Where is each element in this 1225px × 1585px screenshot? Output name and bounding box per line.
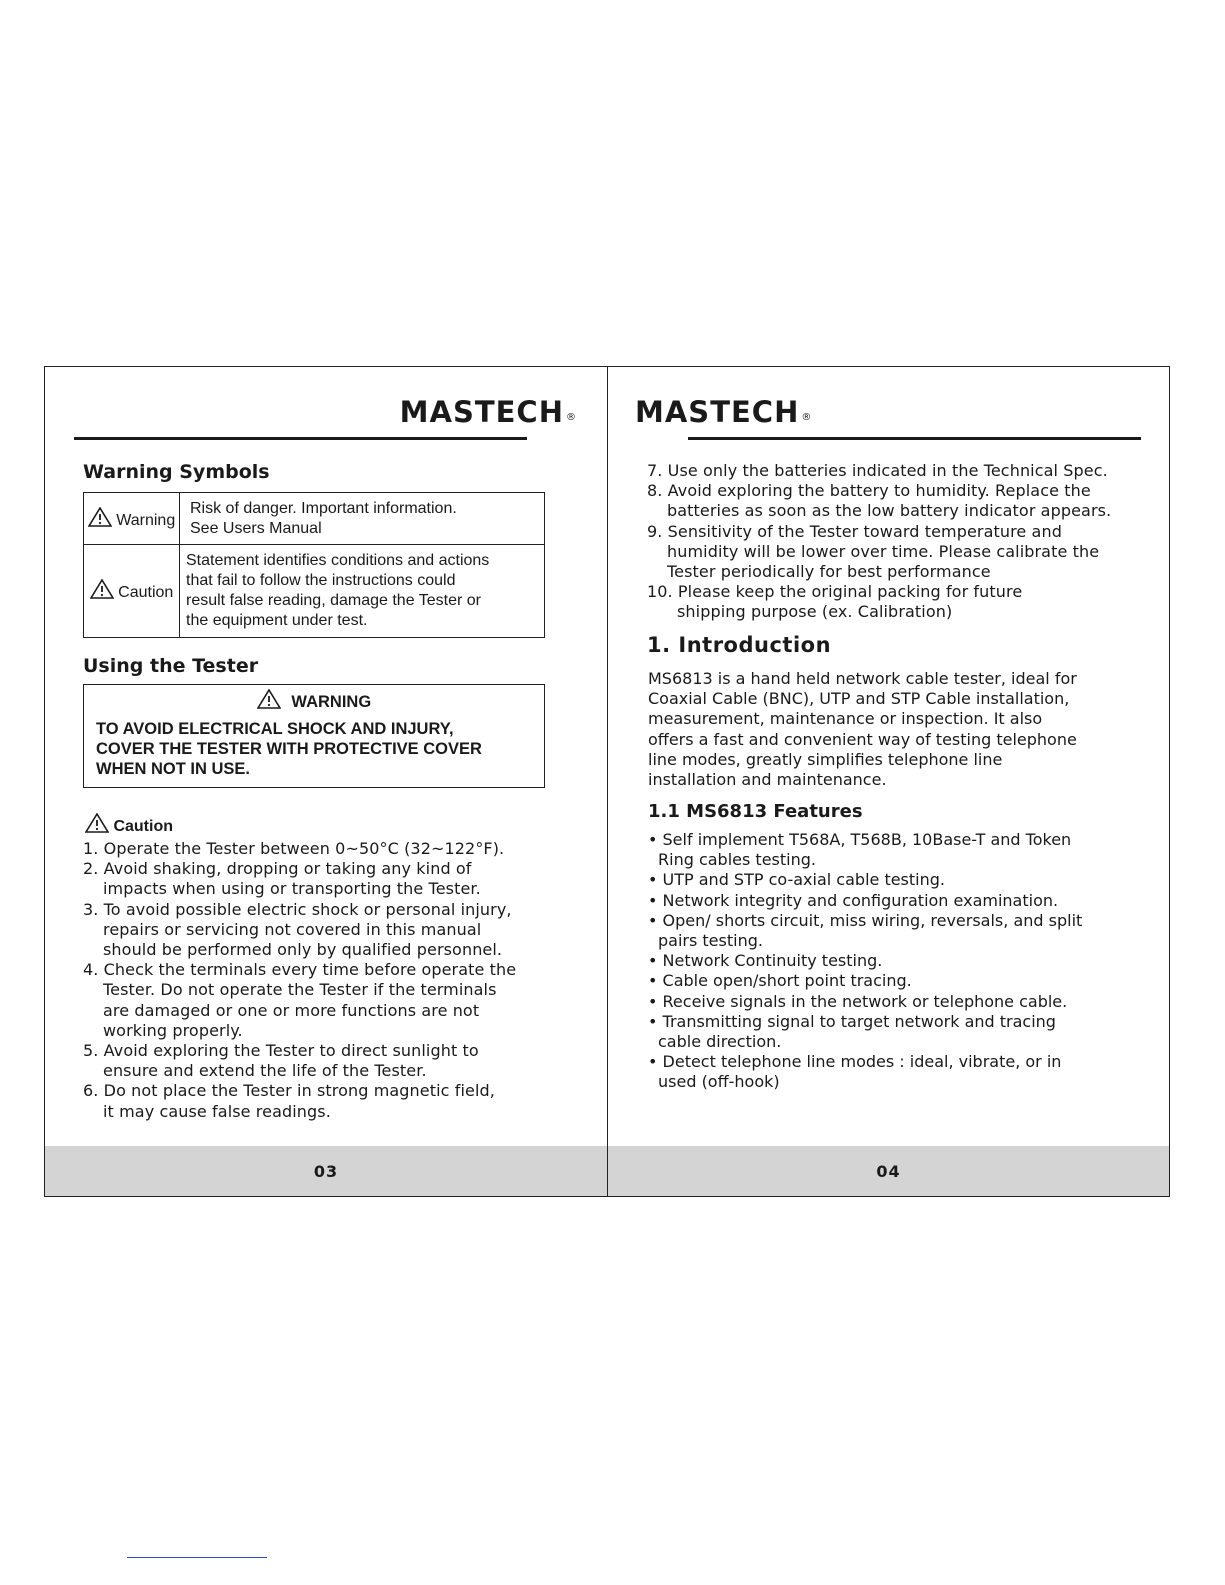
paragraph-line: MS6813 is a hand held network cable tester, ideal for — [648, 669, 1077, 688]
warning-symbols-heading: Warning Symbols — [83, 461, 270, 483]
header-rule — [688, 437, 1141, 440]
list-item — [83, 859, 603, 899]
list-item — [647, 522, 1167, 583]
list-line: are damaged or one or more functions are not — [103, 1000, 480, 1020]
list-line: ensure and extend the life of the Tester. — [103, 1061, 427, 1081]
warning-box-title — [96, 689, 532, 712]
list-line: 8. Avoid exploring the battery to humidity. Replace the — [647, 481, 1091, 501]
list-line: 10. Please keep the original packing for future — [647, 582, 1023, 602]
caution-list — [83, 839, 603, 1122]
registered-mark: ® — [801, 412, 813, 423]
list-item — [647, 461, 1167, 481]
list-line: • Transmitting signal to target network and tracing — [648, 1011, 1056, 1031]
list-line: used (off-hook) — [658, 1072, 780, 1092]
warning-triangle-icon — [88, 507, 112, 527]
list-item — [647, 481, 1167, 521]
page-04 — [608, 367, 1169, 1196]
list-item — [83, 839, 603, 859]
list-line: • Cable open/short point tracing. — [648, 971, 912, 991]
warning-box — [83, 684, 545, 788]
list-line: working properly. — [103, 1020, 243, 1040]
symbol-description — [180, 493, 545, 545]
page-footer — [45, 1146, 607, 1196]
list-line: • Network Continuity testing. — [648, 951, 883, 971]
table-row — [84, 545, 545, 638]
list-line: Tester periodically for best performance — [667, 562, 991, 582]
caution-heading-text: Caution — [113, 818, 173, 835]
list-item — [648, 870, 1158, 890]
description-line: Statement identifies conditions and actions — [186, 552, 490, 569]
paragraph-line: installation and maintenance. — [648, 770, 887, 790]
description-line: the equipment under test. — [186, 612, 368, 629]
list-item — [83, 1081, 603, 1121]
page-number: 03 — [313, 1161, 339, 1181]
list-line: • UTP and STP co-axial cable testing. — [648, 870, 945, 890]
list-line: • Network integrity and configuration examination. — [648, 890, 1059, 910]
table-row — [84, 493, 545, 545]
description-line: See Users Manual — [190, 519, 322, 537]
list-item — [648, 1052, 1158, 1092]
description-line: result false reading, damage the Tester or — [186, 592, 481, 609]
page-footer — [608, 1146, 1169, 1196]
list-item — [648, 992, 1158, 1012]
caution-list-continued — [647, 461, 1167, 623]
list-item — [648, 1012, 1158, 1052]
list-line: repairs or servicing not covered in this manual — [103, 919, 482, 939]
caution-heading — [85, 813, 173, 836]
mastech-logo — [635, 395, 812, 429]
list-line: humidity will be lower over time. Please calibrate the — [667, 541, 1100, 561]
warning-line: WHEN NOT IN USE. — [96, 760, 251, 778]
list-line: 4. Check the terminals every time before operate the — [83, 960, 517, 980]
list-item — [83, 1041, 603, 1081]
mastech-logo — [400, 395, 577, 429]
list-line: • Receive signals in the network or telephone cable. — [648, 991, 1068, 1011]
list-line: 5. Avoid exploring the Tester to direct sunlight to — [83, 1041, 479, 1061]
symbol-description — [180, 545, 545, 638]
paragraph-line: line modes, greatly simplifies telephone line — [648, 749, 1003, 769]
list-line: batteries as soon as the low battery indicator appears. — [667, 501, 1112, 521]
list-line: Ring cables testing. — [658, 850, 816, 870]
list-item — [648, 971, 1158, 991]
warning-symbols-table — [83, 492, 545, 638]
list-line: should be performed only by qualified personnel. — [103, 940, 503, 960]
symbol-label: Caution — [118, 584, 174, 601]
list-line: 3. To avoid possible electric shock or personal injury, — [83, 899, 512, 919]
list-line: 9. Sensitivity of the Tester toward temperature and — [647, 521, 1062, 541]
warning-title-text: WARNING — [291, 693, 372, 711]
warning-line: TO AVOID ELECTRICAL SHOCK AND INJURY, — [96, 720, 454, 738]
list-line: • Self implement T568A, T568B, 10Base-T and Token — [648, 830, 1072, 849]
symbol-label: Warning — [116, 511, 176, 529]
list-line: 2. Avoid shaking, dropping or taking any kind of — [83, 859, 472, 879]
brand-name: MASTECH — [635, 395, 800, 429]
list-line: 7. Use only the batteries indicated in the Technical Spec. — [647, 461, 1108, 480]
caution-triangle-icon — [85, 813, 109, 833]
warning-line: COVER THE TESTER WITH PROTECTIVE COVER — [96, 740, 482, 758]
list-line: pairs testing. — [658, 931, 763, 951]
list-item — [648, 911, 1158, 951]
list-item — [648, 891, 1158, 911]
description-line: that fail to follow the instructions could — [186, 572, 456, 589]
introduction-paragraph — [648, 669, 1148, 790]
list-item — [83, 900, 603, 961]
warning-triangle-icon — [257, 689, 281, 709]
caution-triangle-icon — [90, 579, 114, 599]
header-rule — [74, 437, 527, 440]
manual-spread — [44, 366, 1170, 1197]
list-item — [647, 582, 1167, 622]
description-line: Risk of danger. Important information. — [190, 499, 457, 517]
brand-name: MASTECH — [399, 395, 564, 429]
list-line: impacts when using or transporting the Tester. — [103, 879, 481, 899]
list-line: • Detect telephone line modes : ideal, vibrate, or in — [648, 1052, 1062, 1072]
paragraph-line: Coaxial Cable (BNC), UTP and STP Cable installation, — [648, 689, 1070, 709]
list-line: 6. Do not place the Tester in strong magnetic field, — [83, 1081, 495, 1101]
bottom-link-underline — [127, 1557, 267, 1558]
list-line: shipping purpose (ex. Calibration) — [677, 602, 953, 622]
using-tester-heading: Using the Tester — [83, 655, 259, 677]
warning-symbol-cell — [84, 493, 180, 545]
features-heading: 1.1 MS6813 Features — [648, 801, 863, 822]
list-item — [648, 951, 1158, 971]
caution-symbol-cell — [84, 545, 180, 638]
page-03 — [45, 367, 608, 1196]
list-line: • Open/ shorts circuit, miss wiring, reversals, and split — [648, 910, 1083, 930]
list-line: 1. Operate the Tester between 0~50°C (32~122°F). — [83, 839, 505, 858]
paragraph-line: measurement, maintenance or inspection. It also — [648, 709, 1043, 729]
introduction-heading: 1. Introduction — [647, 633, 832, 657]
registered-mark: ® — [566, 412, 577, 423]
list-line: it may cause false readings. — [103, 1101, 331, 1121]
page-number: 04 — [876, 1161, 901, 1181]
list-line: Tester. Do not operate the Tester if the terminals — [103, 980, 497, 1000]
list-item — [648, 830, 1158, 870]
list-item — [83, 960, 603, 1041]
paragraph-line: offers a fast and convenient way of testing telephone — [648, 729, 1077, 749]
features-list — [648, 830, 1158, 1093]
list-line: cable direction. — [658, 1032, 782, 1052]
